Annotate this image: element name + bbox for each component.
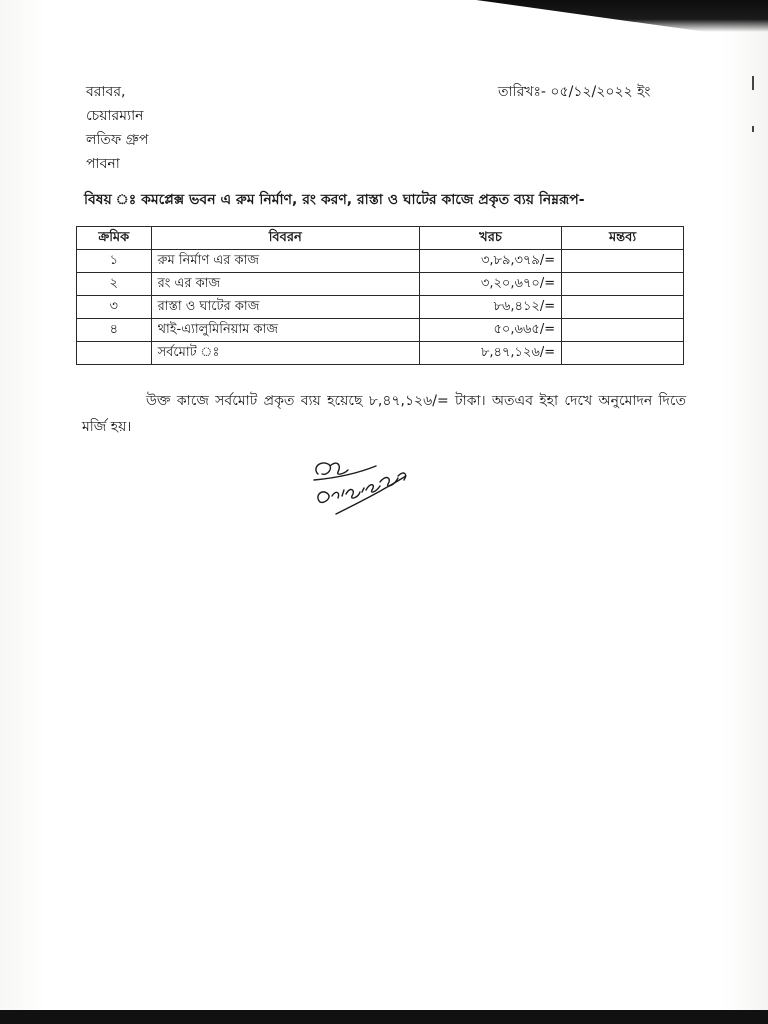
row-description: রাস্তা ও ঘাটের কাজ <box>151 296 419 319</box>
letter-date: তারিখঃ- ০৫/১২/২০২২ ইং <box>498 84 651 100</box>
header-remarks: মন্তব্য <box>562 227 684 250</box>
row-remarks <box>562 273 684 296</box>
row-serial: ১ <box>77 250 152 273</box>
subject-line: বিষয় ঃ কমপ্লেক্স ভবন এ রুম নির্মাণ, রং করণ, রাস্তা ও ঘাটের কাজে প্রকৃত ব্যয় নিম্নরূপ- <box>84 192 585 208</box>
handwritten-signature <box>306 452 416 516</box>
table-header-row <box>77 227 684 250</box>
row-remarks <box>562 296 684 319</box>
total-serial-empty <box>77 342 152 365</box>
salutation: বরাবর, <box>86 84 126 100</box>
scan-speck <box>752 126 754 132</box>
row-serial: ৪ <box>77 319 152 342</box>
table-row <box>77 250 684 273</box>
cost-table <box>76 226 684 365</box>
table-total-row <box>77 342 684 365</box>
scan-edge-shadow-top <box>0 0 768 32</box>
total-cost: ৮,৪৭,১২৬/= <box>419 342 561 365</box>
table-row <box>77 273 684 296</box>
header-serial: ক্রমিক <box>77 227 152 250</box>
row-description: থাই-এ্যালুমিনিয়াম কাজ <box>151 319 419 342</box>
row-cost: ৩,৮৯,৩৭৯/= <box>419 250 561 273</box>
table-row <box>77 296 684 319</box>
body-paragraph: উক্ত কাজে সর্বমোট প্রকৃত ব্যয় হয়েছে ৮,৪৭,১২৬/= টাকা। অতএব ইহা দেখে অনুমোদন দিতে মর্জি হয়। <box>82 393 686 435</box>
table-row <box>77 319 684 342</box>
row-serial: ৩ <box>77 296 152 319</box>
row-cost: ৩,২০,৬৭০/= <box>419 273 561 296</box>
scan-speck <box>752 76 754 90</box>
scan-edge-shadow-bottom <box>0 1010 768 1024</box>
recipient-location: পাবনা <box>86 156 120 172</box>
recipient-designation: চেয়ারম্যান <box>86 108 144 124</box>
total-label: সর্বমোট ঃ <box>151 342 419 365</box>
row-remarks <box>562 250 684 273</box>
recipient-block <box>86 80 148 176</box>
header-description: বিবরন <box>151 227 419 250</box>
row-remarks <box>562 319 684 342</box>
total-remarks-empty <box>562 342 684 365</box>
header-cost: খরচ <box>419 227 561 250</box>
recipient-organization: লতিফ গ্রুপ <box>86 132 149 148</box>
row-description: রুম নির্মাণ এর কাজ <box>151 250 419 273</box>
row-description: রং এর কাজ <box>151 273 419 296</box>
row-cost: ৮৬,৪১২/= <box>419 296 561 319</box>
row-cost: ৫০,৬৬৫/= <box>419 319 561 342</box>
row-serial: ২ <box>77 273 152 296</box>
